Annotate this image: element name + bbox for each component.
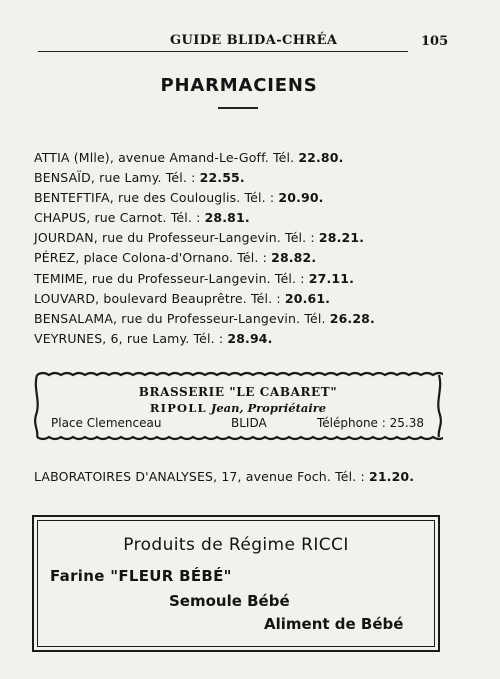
- pharmacy-entry: [34, 168, 375, 188]
- section-title: PHARMACIENS: [160, 75, 318, 96]
- brasserie-phone: Téléphone : 25.38: [317, 416, 424, 430]
- pharmacy-text: CHAPUS, rue Carnot. Tél. :: [34, 210, 201, 226]
- pharmacy-text: ATTIA (Mlle), avenue Amand-Le-Goff. Tél.: [34, 150, 295, 165]
- brasserie-owner-line: [33, 401, 443, 415]
- pharmacy-text: BENSALAMA, rue du Professeur-Langevin. Tél.: [34, 310, 326, 326]
- pharmacy-tel: 26.28.: [329, 310, 375, 326]
- ricci-heading: Produits de Régime RICCI: [123, 535, 349, 555]
- pharmacy-tel: 28.82.: [271, 250, 317, 266]
- ricci-product-food: Aliment de Bébé: [264, 615, 404, 633]
- pharmacy-entry: [34, 148, 375, 168]
- pharmacy-text: BENSAÏD, rue Lamy. Tél. :: [34, 170, 196, 186]
- pharmacy-entry: [34, 228, 375, 248]
- brasserie-city: BLIDA: [231, 416, 267, 430]
- laboratory-entry: [34, 469, 414, 484]
- laboratory-tel: 21.20.: [368, 469, 415, 484]
- brasserie-owner-role: Jean, Propriétaire: [210, 401, 327, 415]
- pharmacy-entry: [34, 188, 375, 208]
- ricci-product-semolina: Semoule Bébé: [169, 592, 290, 610]
- pharmacy-list: [34, 148, 375, 349]
- wavy-border-top: [37, 373, 443, 375]
- header-rule: [38, 51, 408, 52]
- pharmacy-tel: 27.11.: [308, 270, 354, 286]
- wavy-border-bottom: [37, 437, 443, 439]
- brasserie-name: BRASSERIE "LE CABARET": [138, 385, 338, 399]
- pharmacy-entry: [34, 208, 375, 228]
- page-number: 105: [421, 34, 449, 49]
- brasserie-owner: RIPOLL: [149, 401, 207, 415]
- pharmacy-text: PÉREZ, place Colona-d'Ornano. Tél. :: [34, 250, 267, 266]
- ricci-product-flour: Farine "FLEUR BÉBÉ": [50, 567, 232, 585]
- pharmacy-tel: 20.90.: [278, 190, 324, 206]
- pharmacy-tel: 28.94.: [227, 330, 273, 346]
- pharmacy-text: LOUVARD, boulevard Beauprêtre. Tél. :: [34, 290, 281, 306]
- running-header: [38, 32, 448, 54]
- pharmacy-text: JOURDAN, rue du Professeur-Langevin. Tél. :: [34, 230, 315, 246]
- pharmacy-entry: [34, 289, 375, 309]
- pharmacy-text: VEYRUNES, 6, rue Lamy. Tél. :: [34, 330, 224, 346]
- brasserie-contact-line: [51, 416, 443, 434]
- ad-ricci: [32, 515, 440, 652]
- pharmacy-entry: [34, 329, 375, 349]
- pharmacy-entry: [34, 248, 375, 268]
- pharmacy-tel: 22.80.: [298, 150, 344, 165]
- pharmacy-tel: 28.21.: [318, 230, 365, 246]
- pharmacy-tel: 22.55.: [199, 170, 245, 186]
- pharmacy-tel: 20.61.: [284, 290, 331, 306]
- pharmacy-entry: [34, 309, 375, 329]
- laboratory-text: LABORATOIRES D'ANALYSES, 17, avenue Foch. Tél. :: [34, 469, 365, 484]
- guide-title: GUIDE BLIDA-CHRÉA: [170, 33, 338, 48]
- brasserie-address: Place Clemenceau: [51, 416, 162, 430]
- pharmacy-entry: [34, 269, 375, 289]
- pharmacy-text: BENTEFTIFA, rue des Coulouglis. Tél. :: [34, 190, 275, 206]
- pharmacy-tel: 28.81.: [204, 210, 250, 226]
- pharmacy-text: TEMIME, rue du Professeur-Langevin. Tél. :: [34, 270, 305, 286]
- ad-brasserie-cabaret: [33, 369, 443, 441]
- title-rule: [218, 107, 258, 109]
